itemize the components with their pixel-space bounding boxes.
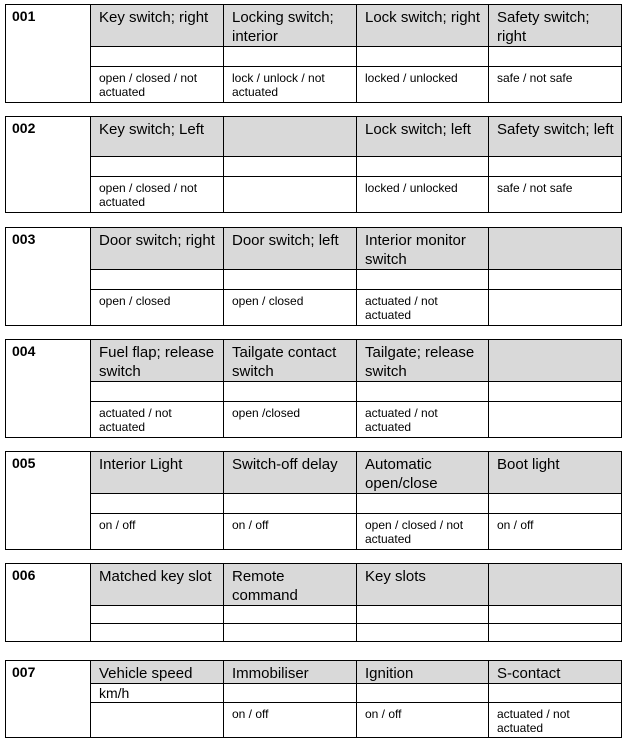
group-number: 005 <box>6 452 91 550</box>
channel-header: Fuel flap; release switch <box>91 340 224 382</box>
channel-range: open /closed <box>224 402 357 438</box>
group-table-004 <box>5 339 622 438</box>
channel-header: Immobiliser <box>224 661 357 684</box>
channel-value-cell <box>357 606 489 624</box>
channel-value-cell <box>91 382 224 402</box>
channel-range: actuated / not actuated <box>91 402 224 438</box>
channel-header: Locking switch; interior <box>224 5 357 47</box>
group-table-002 <box>5 116 622 213</box>
channel-range: open / closed / not actuated <box>357 514 489 550</box>
channel-value-cell <box>224 157 357 177</box>
channel-value-cell <box>224 684 357 703</box>
channel-range <box>224 177 357 213</box>
channel-range: on / off <box>224 514 357 550</box>
channel-value-cell <box>489 270 622 290</box>
group-table-007 <box>5 660 622 738</box>
channel-header: Automatic open/close <box>357 452 489 494</box>
channel-header: Lock switch; right <box>357 5 489 47</box>
group-number: 004 <box>6 340 91 438</box>
channel-value-cell <box>91 606 224 624</box>
channel-range <box>357 624 489 642</box>
channel-header: Interior Light <box>91 452 224 494</box>
channel-range <box>489 402 622 438</box>
channel-value-cell <box>357 270 489 290</box>
channel-value-cell <box>91 157 224 177</box>
channel-value-cell <box>489 47 622 67</box>
channel-range: on / off <box>91 514 224 550</box>
channel-header: Vehicle speed <box>91 661 224 684</box>
channel-value-cell <box>357 47 489 67</box>
group-table-003 <box>5 227 622 326</box>
channel-range <box>489 624 622 642</box>
channel-value-cell <box>224 606 357 624</box>
group-table-001 <box>5 4 622 103</box>
channel-value-cell <box>357 684 489 703</box>
channel-header <box>489 564 622 606</box>
channel-header: Interior monitor switch <box>357 228 489 270</box>
channel-header: Ignition <box>357 661 489 684</box>
channel-value-cell <box>224 382 357 402</box>
channel-value-cell <box>357 494 489 514</box>
channel-range: on / off <box>489 514 622 550</box>
channel-header: Matched key slot <box>91 564 224 606</box>
channel-range: on / off <box>357 703 489 738</box>
channel-header: S-contact <box>489 661 622 684</box>
channel-range <box>91 624 224 642</box>
channel-header: Door switch; left <box>224 228 357 270</box>
channel-range <box>91 703 224 738</box>
group-number: 007 <box>6 661 91 738</box>
channel-range: actuated / not actuated <box>357 290 489 326</box>
group-number: 003 <box>6 228 91 326</box>
channel-value-cell <box>91 494 224 514</box>
channel-value-cell <box>224 47 357 67</box>
channel-header: Lock switch; left <box>357 117 489 157</box>
group-table-006 <box>5 563 622 642</box>
channel-header: Switch-off delay <box>224 452 357 494</box>
channel-value-cell <box>489 494 622 514</box>
channel-header: Key switch; Left <box>91 117 224 157</box>
channel-header: Safety switch; left <box>489 117 622 157</box>
channel-value-cell <box>489 157 622 177</box>
channel-value-cell <box>489 382 622 402</box>
channel-header: Key slots <box>357 564 489 606</box>
channel-value-cell <box>489 606 622 624</box>
channel-range: open / closed / not actuated <box>91 67 224 103</box>
channel-range: open / closed <box>91 290 224 326</box>
channel-header: Remote command <box>224 564 357 606</box>
channel-range <box>224 624 357 642</box>
channel-range: actuated / not actuated <box>357 402 489 438</box>
group-number: 002 <box>6 117 91 213</box>
channel-range: open / closed <box>224 290 357 326</box>
channel-header: Safety switch; right <box>489 5 622 47</box>
channel-range: open / closed / not actuated <box>91 177 224 213</box>
channel-header <box>489 228 622 270</box>
channel-range: actuated / not actuated <box>489 703 622 738</box>
group-number: 001 <box>6 5 91 103</box>
speed-unit: km/h <box>91 684 224 703</box>
channel-header: Key switch; right <box>91 5 224 47</box>
channel-value-cell <box>224 494 357 514</box>
channel-range <box>489 290 622 326</box>
channel-range: safe / not safe <box>489 67 622 103</box>
channel-value-cell <box>91 47 224 67</box>
channel-header <box>224 117 357 157</box>
channel-range: locked / unlocked <box>357 67 489 103</box>
channel-value-cell <box>357 157 489 177</box>
channel-value-cell <box>357 382 489 402</box>
channel-header: Boot light <box>489 452 622 494</box>
channel-value-cell <box>489 684 622 703</box>
channel-header: Tailgate; release switch <box>357 340 489 382</box>
channel-range: safe / not safe <box>489 177 622 213</box>
group-number: 006 <box>6 564 91 642</box>
channel-range: locked / unlocked <box>357 177 489 213</box>
channel-value-cell <box>224 270 357 290</box>
group-table-005 <box>5 451 622 550</box>
channel-header: Tailgate contact switch <box>224 340 357 382</box>
channel-header: Door switch; right <box>91 228 224 270</box>
channel-value-cell <box>91 270 224 290</box>
channel-range: on / off <box>224 703 357 738</box>
channel-header <box>489 340 622 382</box>
channel-range: lock / unlock / not actuated <box>224 67 357 103</box>
